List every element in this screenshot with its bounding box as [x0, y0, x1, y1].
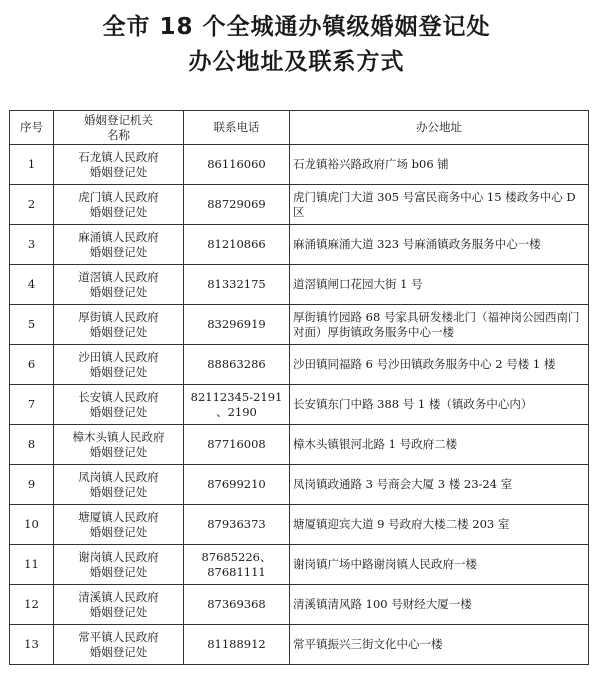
table-row — [10, 545, 589, 585]
cell-address: 虎门镇虎门大道 305 号富民商务中心 15 楼政务中心 D 区 — [290, 185, 589, 225]
name-line2: 婚姻登记处 — [89, 444, 148, 459]
name-line1: 清溪镇人民政府 — [78, 589, 159, 604]
name-line1: 长安镇人民政府 — [78, 389, 159, 404]
table-row — [10, 465, 589, 505]
table-row — [10, 345, 589, 385]
phone-line2: 87681111 — [207, 564, 266, 579]
cell-no: 7 — [10, 385, 54, 425]
cell-address: 塘厦镇迎宾大道 9 号政府大楼二楼 203 室 — [290, 505, 589, 545]
name-line1: 塘厦镇人民政府 — [78, 509, 159, 524]
name-line1: 沙田镇人民政府 — [78, 349, 159, 364]
name-line1: 麻涌镇人民政府 — [78, 229, 159, 244]
header-name — [54, 111, 184, 145]
name-line1: 厚街镇人民政府 — [78, 309, 159, 324]
name-line1: 樟木头镇人民政府 — [72, 429, 165, 444]
cell-no: 9 — [10, 465, 54, 505]
cell-name — [54, 185, 184, 225]
cell-name — [54, 265, 184, 305]
cell-no: 10 — [10, 505, 54, 545]
header-name-line2: 名称 — [107, 127, 130, 142]
cell-phone — [184, 425, 290, 465]
cell-name — [54, 545, 184, 585]
cell-name — [54, 425, 184, 465]
table-row — [10, 385, 589, 425]
cell-phone — [184, 545, 290, 585]
cell-phone — [184, 265, 290, 305]
cell-address: 厚街镇竹园路 68 号家具研发楼北门（福神岗公园西南门对面）厚街镇政务服务中心一楼 — [290, 305, 589, 345]
name-line2: 婚姻登记处 — [89, 604, 148, 619]
name-line2: 婚姻登记处 — [89, 324, 148, 339]
cell-phone — [184, 505, 290, 545]
name-line2: 婚姻登记处 — [89, 404, 148, 419]
name-line2: 婚姻登记处 — [89, 644, 148, 659]
registry-table — [9, 110, 589, 665]
name-line2: 婚姻登记处 — [89, 204, 148, 219]
cell-no: 5 — [10, 305, 54, 345]
phone-line1: 82112345-2191 — [190, 389, 283, 404]
name-line2: 婚姻登记处 — [89, 484, 148, 499]
table-row — [10, 425, 589, 465]
cell-name — [54, 225, 184, 265]
cell-address: 谢岗镇广场中路谢岗镇人民政府一楼 — [290, 545, 589, 585]
cell-no: 11 — [10, 545, 54, 585]
cell-phone — [184, 225, 290, 265]
cell-address: 沙田镇同福路 6 号沙田镇政务服务中心 2 号楼 1 楼 — [290, 345, 589, 385]
page-title: 全市 18 个全城通办镇级婚姻登记处 — [102, 14, 491, 40]
header-name-line1: 婚姻登记机关 — [84, 112, 153, 127]
name-line1: 谢岗镇人民政府 — [78, 549, 159, 564]
phone-line1: 86116060 — [207, 157, 266, 171]
cell-name — [54, 465, 184, 505]
phone-line1: 87685226、 — [201, 549, 272, 564]
name-line1: 道滘镇人民政府 — [78, 269, 159, 284]
cell-no: 2 — [10, 185, 54, 225]
name-line1: 常平镇人民政府 — [78, 629, 159, 644]
table-row — [10, 625, 589, 665]
cell-name — [54, 145, 184, 185]
name-line2: 婚姻登记处 — [89, 524, 148, 539]
table-row — [10, 585, 589, 625]
table-header-row — [10, 111, 589, 145]
header-phone: 联系电话 — [184, 111, 290, 145]
phone-line1: 87716008 — [207, 437, 266, 451]
phone-line1: 87936373 — [207, 517, 266, 531]
cell-name — [54, 585, 184, 625]
cell-phone — [184, 385, 290, 425]
cell-name — [54, 305, 184, 345]
cell-name — [54, 385, 184, 425]
cell-address: 道滘镇闸口花园大街 1 号 — [290, 265, 589, 305]
table-row — [10, 305, 589, 345]
phone-line1: 81332175 — [207, 277, 266, 291]
cell-name — [54, 345, 184, 385]
cell-no: 13 — [10, 625, 54, 665]
name-line1: 石龙镇人民政府 — [78, 149, 159, 164]
name-line2: 婚姻登记处 — [89, 244, 148, 259]
cell-no: 6 — [10, 345, 54, 385]
name-line2: 婚姻登记处 — [89, 284, 148, 299]
name-line1: 凤岗镇人民政府 — [78, 469, 159, 484]
cell-phone — [184, 345, 290, 385]
name-line2: 婚姻登记处 — [89, 364, 148, 379]
cell-phone — [184, 585, 290, 625]
header-address: 办公地址 — [290, 111, 589, 145]
phone-line1: 88863286 — [207, 357, 266, 371]
header-no: 序号 — [10, 111, 54, 145]
table-row — [10, 505, 589, 545]
phone-line2: 、2190 — [216, 404, 257, 419]
phone-line1: 88729069 — [207, 197, 266, 211]
phone-line1: 81210866 — [207, 237, 266, 251]
cell-no: 8 — [10, 425, 54, 465]
table-row — [10, 145, 589, 185]
name-line1: 虎门镇人民政府 — [78, 189, 159, 204]
cell-no: 1 — [10, 145, 54, 185]
name-line2: 婚姻登记处 — [89, 564, 148, 579]
cell-phone — [184, 185, 290, 225]
cell-no: 12 — [10, 585, 54, 625]
cell-phone — [184, 305, 290, 345]
table-row — [10, 185, 589, 225]
name-line2: 婚姻登记处 — [89, 164, 148, 179]
phone-line1: 87369368 — [207, 597, 266, 611]
cell-address: 麻涌镇麻涌大道 323 号麻涌镇政务服务中心一楼 — [290, 225, 589, 265]
phone-line1: 87699210 — [207, 477, 266, 491]
cell-address: 凤岗镇政通路 3 号商会大厦 3 楼 23-24 室 — [290, 465, 589, 505]
cell-address: 清溪镇清风路 100 号财经大厦一楼 — [290, 585, 589, 625]
table-row — [10, 225, 589, 265]
cell-address: 常平镇振兴三街文化中心一楼 — [290, 625, 589, 665]
cell-name — [54, 505, 184, 545]
cell-no: 3 — [10, 225, 54, 265]
cell-address: 长安镇东门中路 388 号 1 楼（镇政务中心内） — [290, 385, 589, 425]
phone-line1: 81188912 — [207, 637, 266, 651]
phone-line1: 83296919 — [207, 317, 266, 331]
cell-phone — [184, 145, 290, 185]
table-row — [10, 265, 589, 305]
cell-phone — [184, 465, 290, 505]
cell-address: 石龙镇裕兴路政府广场 b06 铺 — [290, 145, 589, 185]
cell-no: 4 — [10, 265, 54, 305]
cell-address: 樟木头镇银河北路 1 号政府二楼 — [290, 425, 589, 465]
page-subtitle: 办公地址及联系方式 — [188, 49, 405, 75]
cell-name — [54, 625, 184, 665]
cell-phone — [184, 625, 290, 665]
